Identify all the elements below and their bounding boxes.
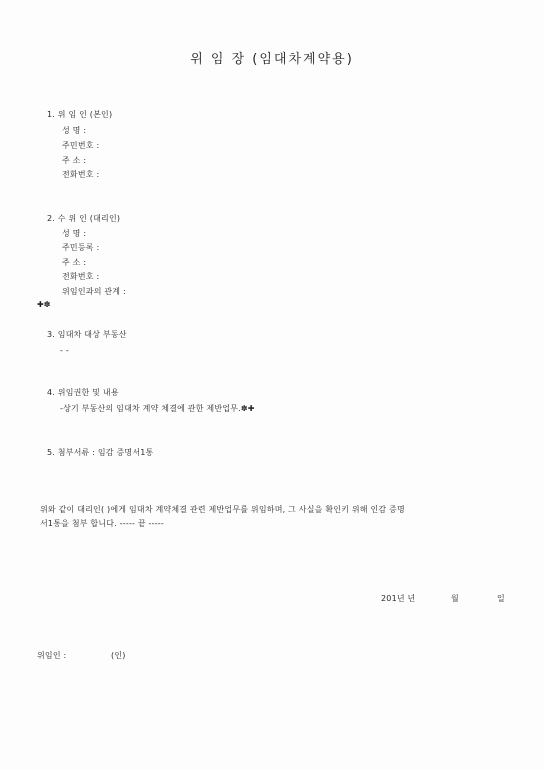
date-day: 일 — [497, 594, 505, 603]
section5-heading: 5. 첨부서류 : 임감 증명서1통 — [47, 448, 154, 457]
date-year: 201년 년 — [381, 594, 416, 603]
section1-field-name: 성 명 : — [62, 126, 87, 135]
body-text-line2: 서1통을 첨부 합니다. ----- 끝 ----- — [40, 519, 164, 528]
section4-heading: 4. 위임권한 및 내용 — [47, 388, 119, 397]
section2-field-address: 주 소 : — [62, 258, 87, 267]
section4-line: -상기 부동산의 임대차 계약 체결에 관한 제반업무.✽✚ — [60, 404, 255, 413]
body-text-line1: 위와 같이 대리인( )에게 임대차 계약체결 관련 제반업무를 위임하며, 그 사실을 확인키 위해 인감 증명 — [40, 505, 405, 514]
signature-label: 위임인 : — [37, 651, 67, 660]
section2-field-id: 주민등록 : — [62, 243, 100, 252]
section1-field-id: 주민번호 : — [62, 141, 100, 150]
section1-field-address: 주 소 : — [62, 156, 87, 165]
date-month: 월 — [451, 594, 459, 603]
mark-symbol: ✚✽ — [37, 300, 51, 309]
section3-line: - - — [60, 346, 69, 355]
section2-field-relation: 위임인과의 관계 : — [62, 287, 126, 296]
page-title: 위 임 장 (임대차계약용) — [190, 52, 354, 67]
section3-heading: 3. 임대차 대상 부동산 — [47, 330, 127, 339]
signature-seal: (인) — [111, 651, 126, 660]
section1-field-phone: 전화번호 : — [62, 170, 100, 179]
section1-heading: 1. 위 임 인 (본인) — [47, 110, 113, 119]
section2-heading: 2. 수 위 인 (대리인) — [47, 214, 121, 223]
section2-field-phone: 전화번호 : — [62, 272, 100, 281]
section2-field-name: 성 명 : — [62, 229, 87, 238]
